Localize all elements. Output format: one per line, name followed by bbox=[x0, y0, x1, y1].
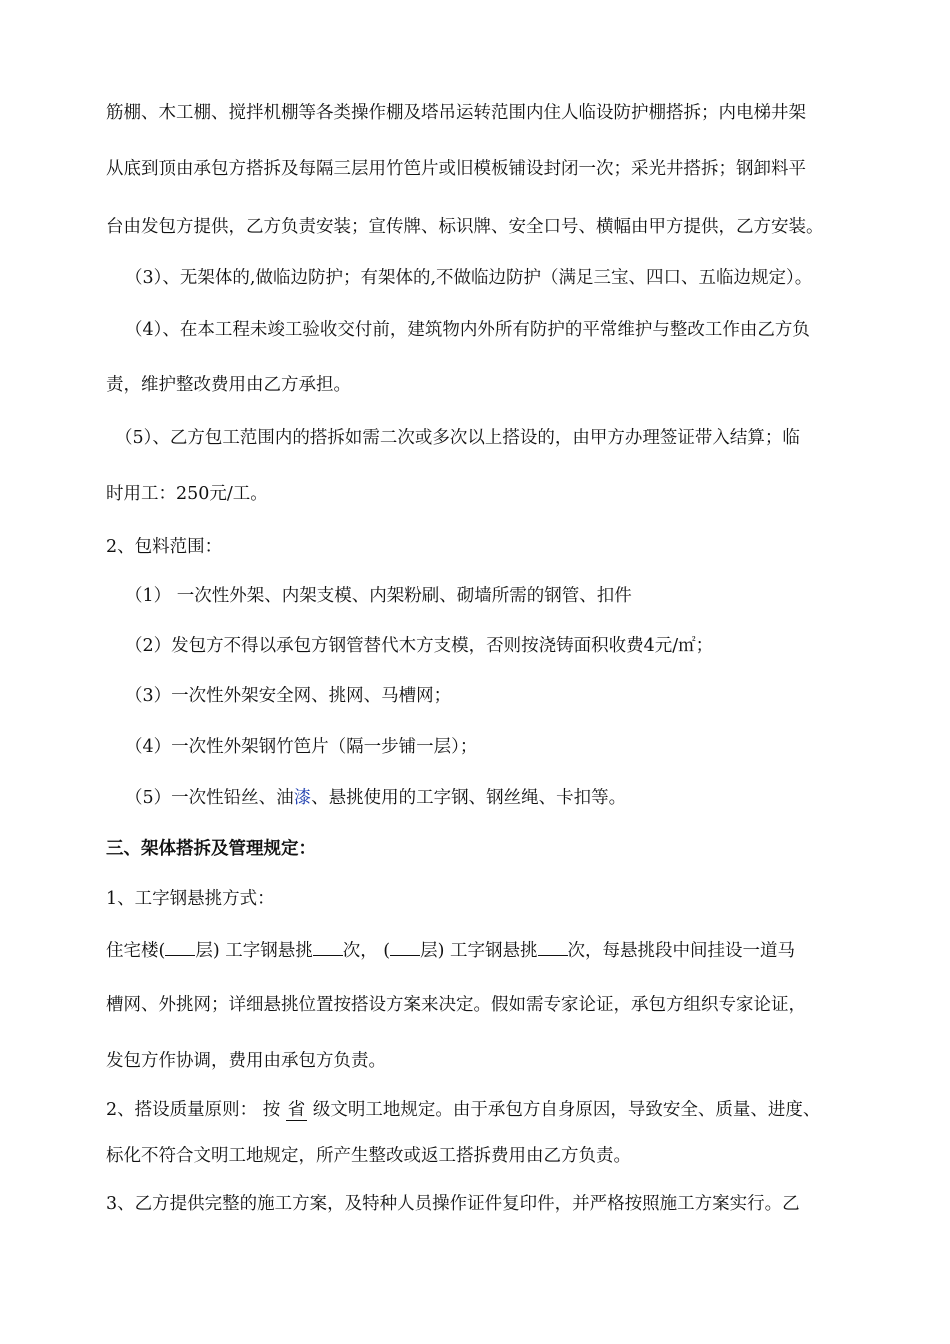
text-line: 3、乙方提供完整的施工方案，及特种人员操作证件复印件，并严格按照施工方案实行。乙 bbox=[106, 1194, 800, 1214]
text-span-highlight: 漆 bbox=[293, 788, 312, 808]
text-line: （1） 一次性外架、内架支模、内架粉刷、砌墙所需的钢管、扣件 bbox=[125, 586, 632, 606]
text-line: 台由发包方提供，乙方负责安装；宣传牌、标识牌、安全口号、横幅由甲方提供，乙方安装。 bbox=[106, 217, 824, 237]
text-span: 住宅楼( bbox=[106, 941, 166, 961]
text-line: （4）一次性外架钢竹笆片（隔一步铺一层）； bbox=[125, 737, 478, 757]
section-heading: 三、架体搭拆及管理规定： bbox=[106, 839, 316, 859]
count-blank-2 bbox=[538, 937, 568, 956]
floor-blank-1 bbox=[165, 937, 195, 956]
text-span: 级文明工地规定。由于承包方自身原因，导致安全、质量、进度、 bbox=[307, 1100, 821, 1120]
text-line: 发包方作协调，费用由承包方负责。 bbox=[106, 1051, 386, 1071]
text-line: （5）、乙方包工范围内的搭拆如需二次或多次以上搭设的，由甲方办理签证带入结算；临 bbox=[115, 428, 800, 448]
floor-blank-2 bbox=[390, 937, 420, 956]
text-line: 筋棚、木工棚、搅拌机棚等各类操作棚及塔吊运转范围内住人临设防护棚搭拆；内电梯井架 bbox=[106, 103, 806, 123]
text-line: 从底到顶由承包方搭拆及每隔三层用竹笆片或旧模板铺设封闭一次；采光井搭拆；钢卸料平 bbox=[106, 159, 806, 179]
text-line: （3）一次性外架安全网、挑网、马槽网； bbox=[125, 686, 452, 706]
text-span: 、悬挑使用的工字钢、钢丝绳、卡扣等。 bbox=[311, 788, 627, 808]
text-line: （3）、无架体的,做临边防护；有架体的,不做临边防护（满足三宝、四口、五临边规定）。 bbox=[125, 268, 813, 288]
text-line: 标化不符合文明工地规定，所产生整改或返工搭拆费用由乙方负责。 bbox=[106, 1146, 631, 1166]
text-line: 槽网、外挑网；详细悬挑位置按搭设方案来决定。假如需专家论证，承包方组织专家论证， bbox=[106, 995, 806, 1015]
underlined-level: 省 bbox=[287, 1100, 306, 1120]
text-line: 时用工：250元/工。 bbox=[106, 484, 268, 504]
text-line: 2、包料范围： bbox=[106, 537, 223, 557]
text-line bbox=[125, 786, 905, 810]
text-line bbox=[106, 937, 886, 963]
text-line: 1、工字钢悬挑方式： bbox=[106, 889, 275, 909]
text-span: 2、搭设质量原则： 按 bbox=[106, 1100, 286, 1120]
text-line: 责，维护整改费用由乙方承担。 bbox=[106, 375, 351, 395]
text-span: 层) 工字钢悬挑 bbox=[420, 941, 538, 961]
text-line: （4）、在本工程未竣工验收交付前，建筑物内外所有防护的平常维护与整改工作由乙方负 bbox=[125, 320, 810, 340]
text-span: 次，每悬挑段中间挂设一道马 bbox=[567, 941, 795, 961]
count-blank-1 bbox=[313, 937, 343, 956]
text-line bbox=[106, 1098, 886, 1122]
text-span: （5）一次性铅丝、油 bbox=[125, 788, 294, 808]
text-span: 层) 工字钢悬挑 bbox=[195, 941, 313, 961]
text-line: （2）发包方不得以承包方钢管替代木方支模，否则按浇铸面积收费4元/㎡； bbox=[125, 636, 714, 656]
text-span: 次， ( bbox=[342, 941, 391, 961]
